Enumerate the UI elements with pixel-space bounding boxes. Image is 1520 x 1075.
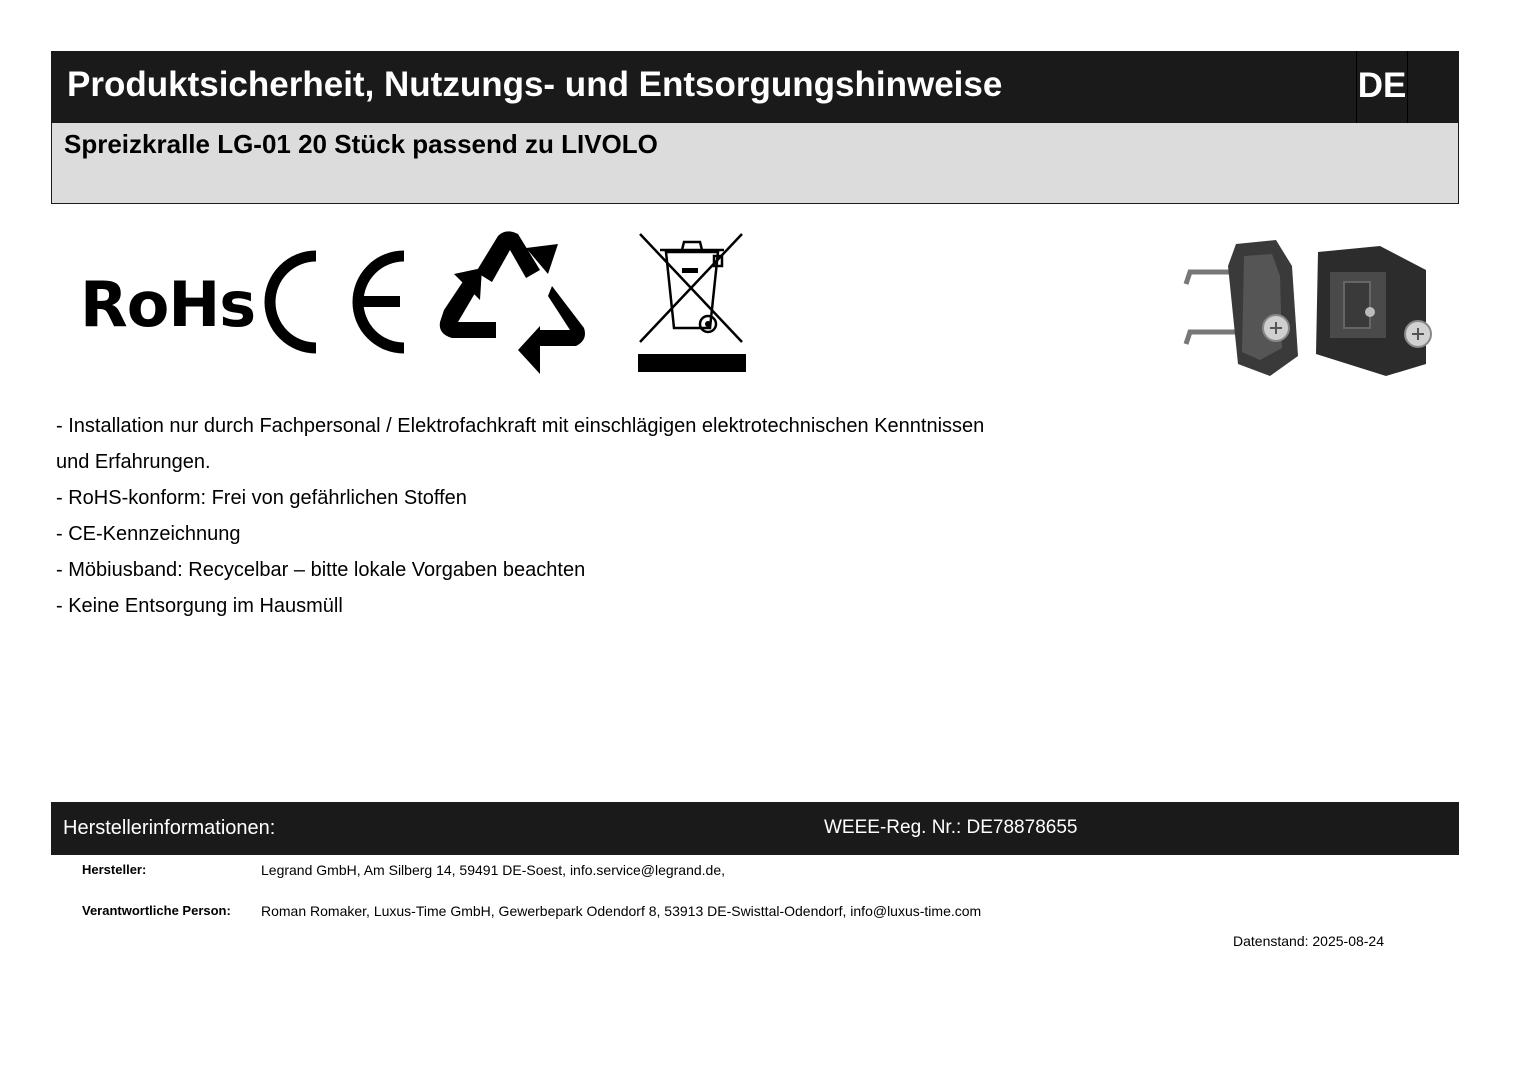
- hersteller-value: Legrand GmbH, Am Silberg 14, 59491 DE-Soest, info.service@legrand.de,: [261, 862, 726, 878]
- data-date: Datenstand: 2025-08-24: [1233, 933, 1384, 949]
- weee-bin-icon: [636, 230, 748, 374]
- note-line: - Möbiusband: Recycelbar – bitte lokale Vorgaben beachten: [56, 559, 586, 581]
- language-badge: DE: [1356, 51, 1408, 123]
- manufacturer-heading: Herstellerinformationen:: [63, 817, 276, 839]
- page-header: [51, 51, 1459, 123]
- product-header: [51, 123, 1459, 204]
- product-photo: [1180, 236, 1435, 381]
- rohs-logo: RoHs: [80, 268, 256, 341]
- page-title: Produktsicherheit, Nutzungs- und Entsorgungshinweise: [67, 65, 1003, 104]
- ce-mark-icon: [258, 250, 408, 354]
- weee-number: WEEE-Reg. Nr.: DE78878655: [824, 817, 1078, 838]
- responsible-person-value: Roman Romaker, Luxus-Time GmbH, Gewerbepark Odendorf 8, 53913 DE-Swisttal-Odendorf, info@luxus-time.com: [261, 903, 982, 919]
- note-line: - Keine Entsorgung im Hausmüll: [56, 595, 343, 617]
- hersteller-label: Hersteller:: [82, 862, 147, 877]
- safety-notes: [56, 408, 984, 624]
- manufacturer-bar: [51, 802, 1459, 855]
- responsible-person-label: Verantwortliche Person:: [82, 903, 231, 918]
- note-line: - CE-Kennzeichnung: [56, 523, 241, 545]
- recycle-icon: [436, 230, 586, 375]
- note-line: und Erfahrungen.: [56, 451, 211, 473]
- note-line: - RoHS-konform: Frei von gefährlichen Stoffen: [56, 487, 467, 509]
- product-title: Spreizkralle LG-01 20 Stück passend zu LIVOLO: [64, 129, 658, 159]
- note-line: - Installation nur durch Fachpersonal / Elektrofachkraft mit einschlägigen elektrotechnischen Kenntnissen: [56, 415, 985, 437]
